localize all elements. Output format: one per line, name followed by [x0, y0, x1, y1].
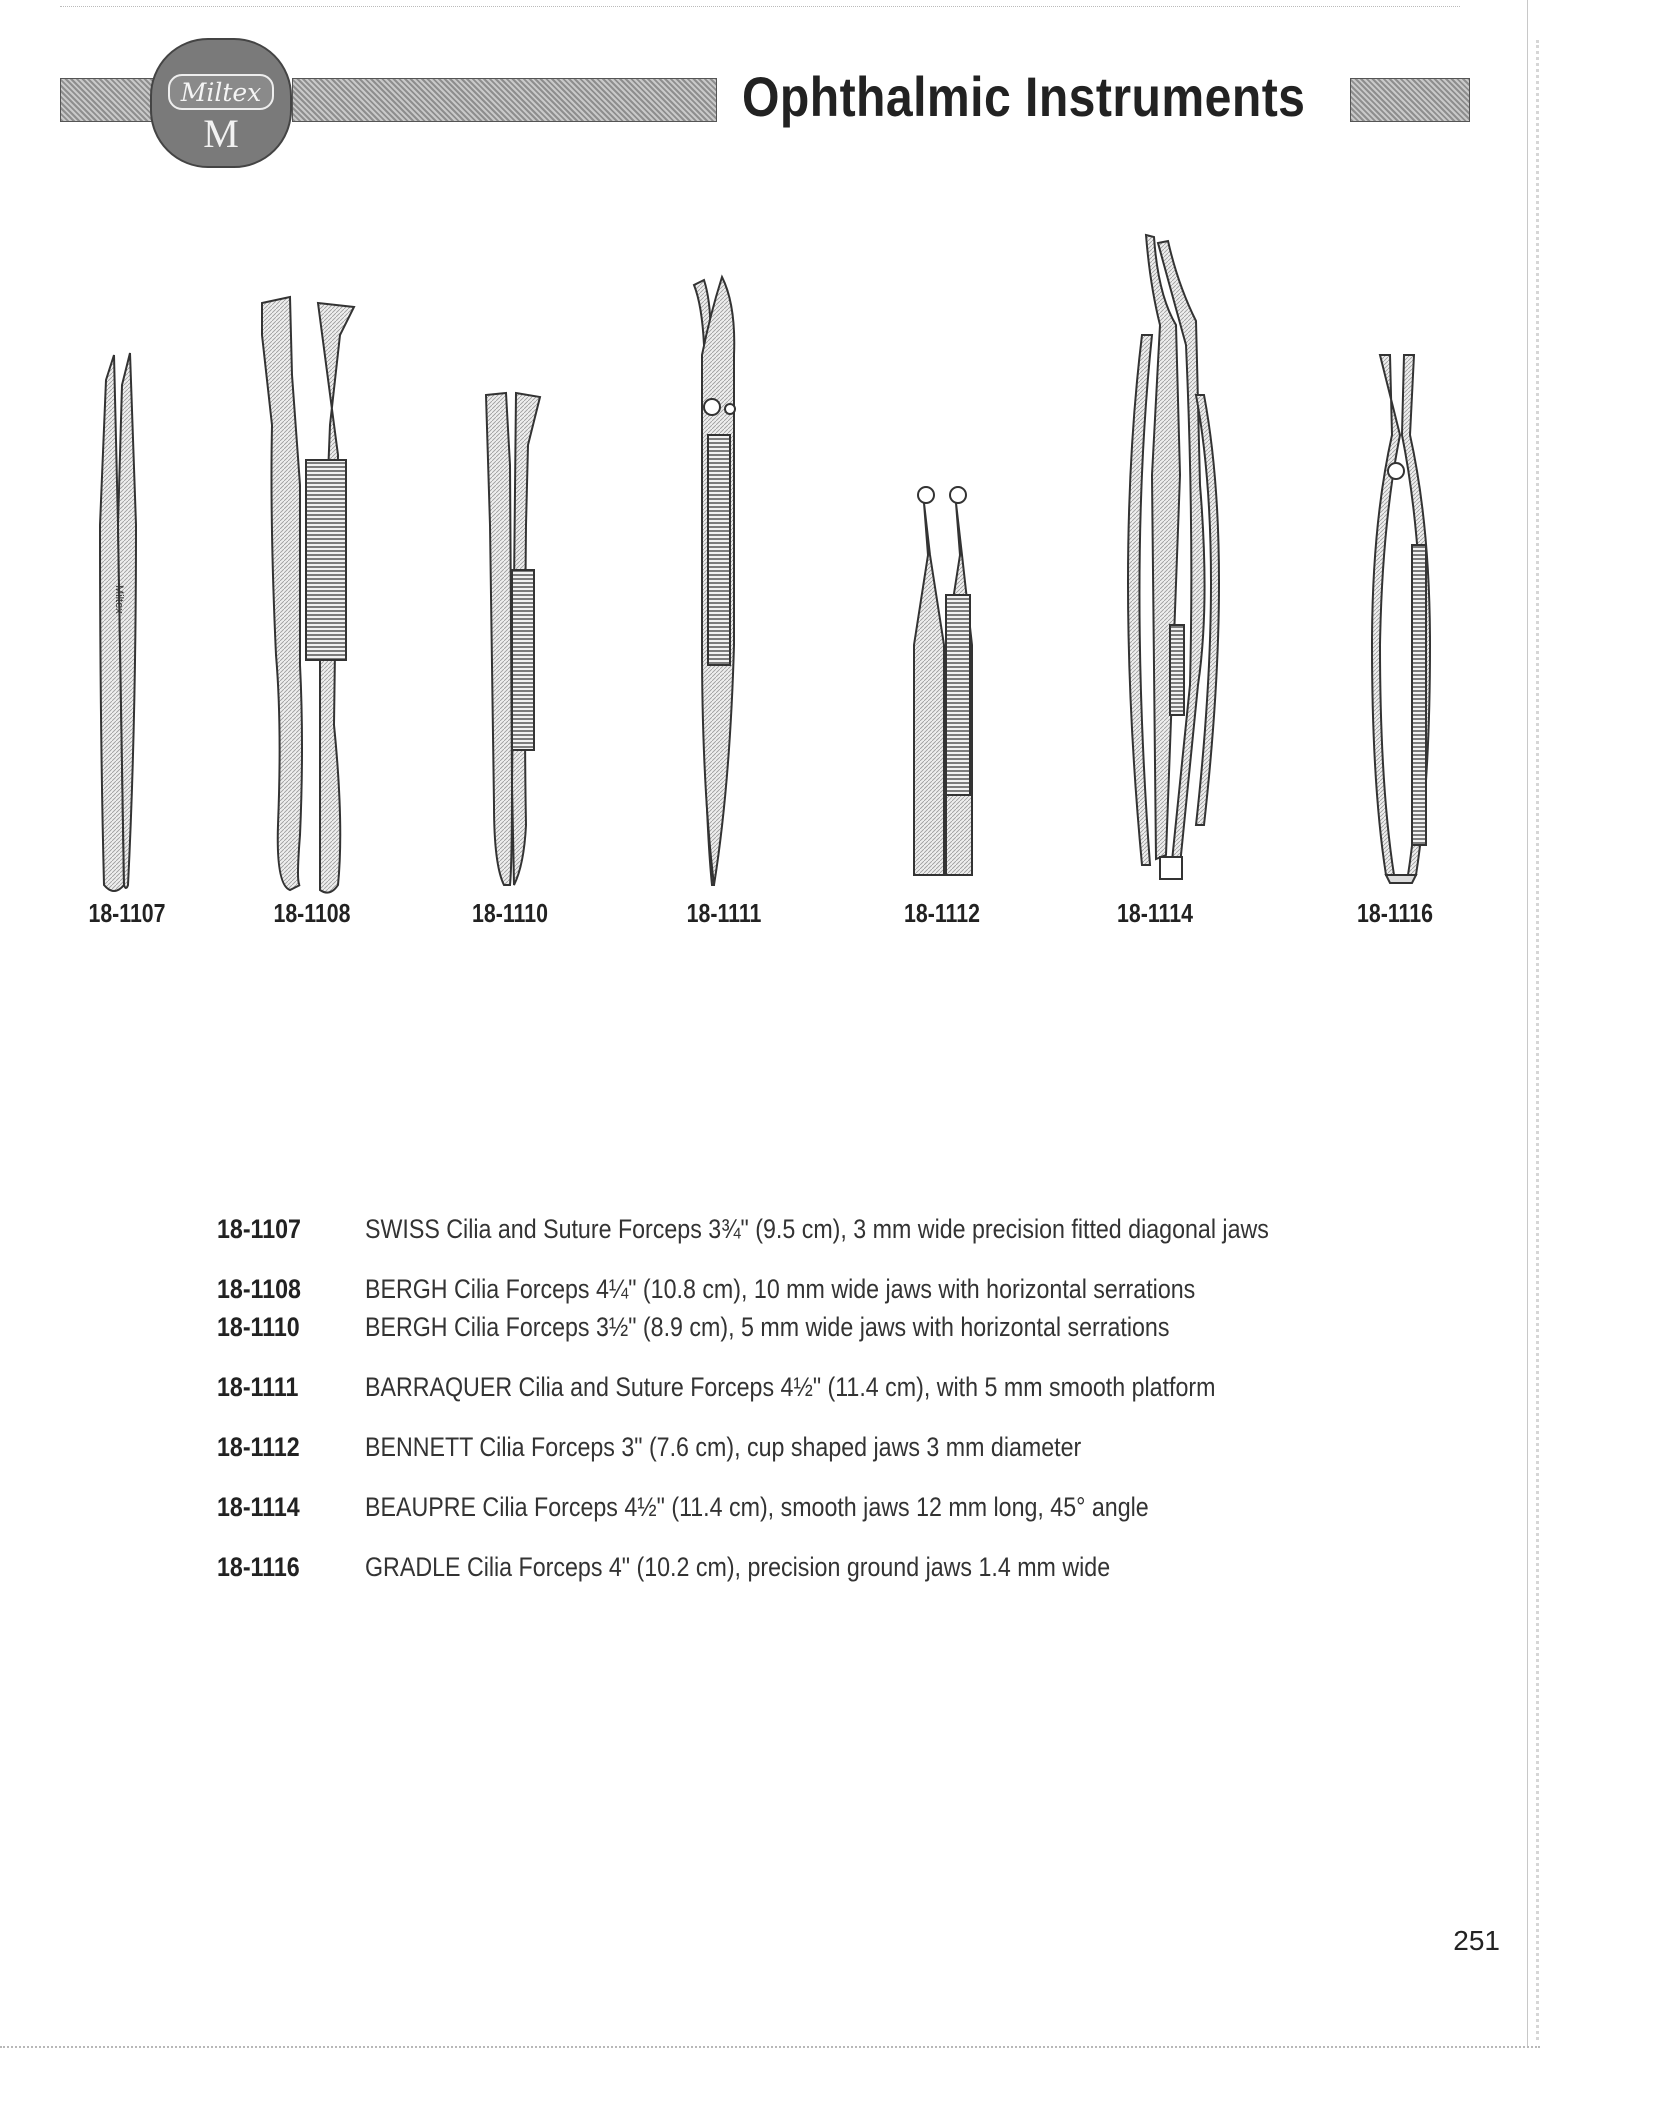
- instrument-18-1108-illustration: [262, 297, 354, 893]
- item-description: GRADLE Cilia Forceps 4" (10.2 cm), precision ground jaws 1.4 mm wide: [365, 1552, 1111, 1582]
- catalog-number: 18-1108: [217, 1274, 301, 1304]
- item-row: [217, 1488, 1417, 1526]
- item-description: BERGH Cilia Forceps 3½" (8.9 cm), 5 mm wide jaws with horizontal serrations: [365, 1312, 1170, 1342]
- brand-logo-script: Miltex: [168, 74, 274, 110]
- figure-label: 18-1110: [472, 898, 548, 928]
- header-band-right: [1350, 78, 1470, 122]
- figure-label: 18-1111: [686, 898, 762, 928]
- instrument-18-1110-illustration: [486, 393, 540, 885]
- item-description: BENNETT Cilia Forceps 3" (7.6 cm), cup shaped jaws 3 mm diameter: [365, 1432, 1082, 1462]
- item-description: BEAUPRE Cilia Forceps 4½" (11.4 cm), smooth jaws 12 mm long, 45° angle: [365, 1492, 1149, 1522]
- scan-artifact-bottom: [0, 2046, 1540, 2048]
- instrument-18-1107-illustration: [100, 353, 136, 891]
- item-description: BARRAQUER Cilia and Suture Forceps 4½" (11.4 cm), with 5 mm smooth platform: [365, 1372, 1216, 1402]
- instrument-drawings: [0, 225, 1500, 905]
- brand-logo: [150, 38, 292, 168]
- instrument-18-1114-illustration: [1128, 235, 1219, 879]
- catalog-number: 18-1114: [217, 1492, 300, 1522]
- figure-label: 18-1107: [88, 898, 166, 928]
- catalog-number: 18-1107: [217, 1214, 301, 1244]
- item-description: BERGH Cilia Forceps 4¼" (10.8 cm), 10 mm wide jaws with horizontal serrations: [365, 1274, 1196, 1304]
- item-row: [217, 1308, 1417, 1346]
- figure-label: 18-1116: [1357, 898, 1433, 928]
- item-row: [217, 1428, 1417, 1466]
- instrument-18-1111-illustration: [694, 277, 735, 885]
- page-number: 251: [1453, 1925, 1500, 1956]
- instrument-18-1112-illustration: [914, 487, 972, 875]
- item-row: [217, 1270, 1417, 1308]
- figure-label: 18-1108: [273, 898, 351, 928]
- scan-artifact-right: [1527, 0, 1528, 2046]
- header-band-left: [60, 78, 160, 122]
- page-title: Ophthalmic Instruments: [742, 65, 1306, 128]
- item-row: [217, 1210, 1417, 1248]
- item-row: [217, 1548, 1417, 1586]
- brand-logo-mark: M: [203, 111, 239, 156]
- scan-artifact-right-dots: [1536, 40, 1539, 2040]
- item-row: [217, 1368, 1417, 1406]
- figure-label: 18-1112: [904, 898, 980, 928]
- scan-artifact-top: [60, 6, 1460, 7]
- item-description: SWISS Cilia and Suture Forceps 3¾" (9.5 cm), 3 mm wide precision fitted diagonal jaws: [365, 1214, 1269, 1244]
- catalog-number: 18-1111: [217, 1372, 299, 1402]
- catalog-number: 18-1110: [217, 1312, 300, 1342]
- item-descriptions: [217, 1210, 1417, 1586]
- instrument-18-1116-illustration: [1372, 355, 1430, 883]
- figure-label: 18-1114: [1117, 898, 1193, 928]
- svg-text:Miltex: Miltex: [113, 585, 125, 614]
- catalog-number: 18-1116: [217, 1552, 300, 1582]
- catalog-number: 18-1112: [217, 1432, 300, 1462]
- instrument-illustrations: [0, 225, 1500, 905]
- header-band-middle: [292, 78, 717, 122]
